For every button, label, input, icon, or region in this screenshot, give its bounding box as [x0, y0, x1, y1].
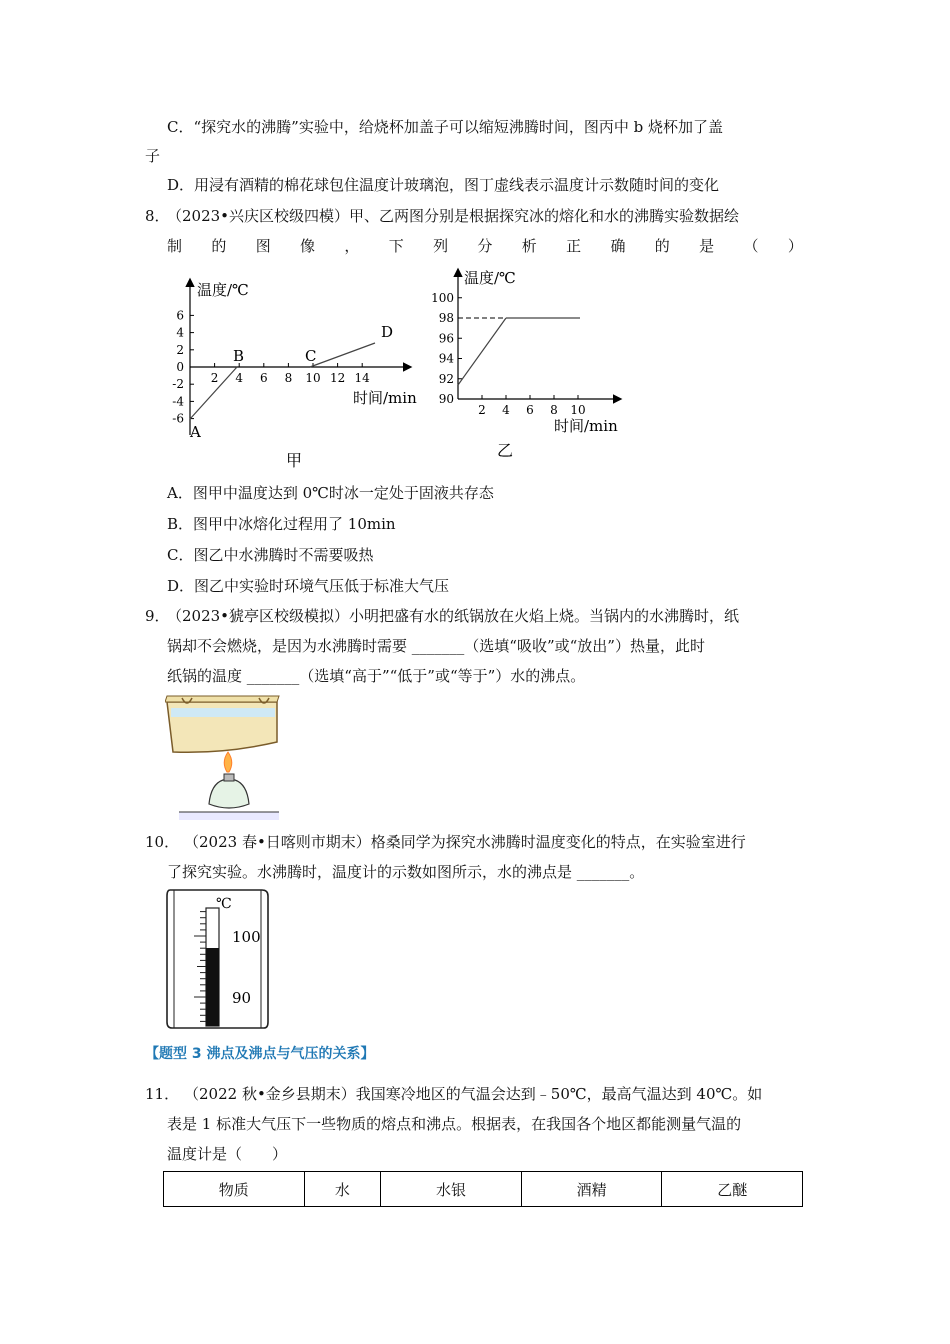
q10-stem-line2 [167, 862, 644, 882]
thermometer-label-90: 90 [232, 989, 252, 1007]
mercury-column [206, 948, 219, 1026]
jia-x-tick-label: 6 [259, 371, 268, 385]
q8-number: 8． [145, 207, 170, 225]
graph-yi [420, 262, 640, 462]
q8-line2-char: 列 [433, 237, 449, 255]
q11-stem-line3: 温度计是（ ） [167, 1145, 288, 1163]
q8-line2-char: 正 [566, 237, 582, 255]
jia-x-tick-label: 4 [235, 371, 244, 385]
q8-line2-char: 确 [610, 237, 626, 255]
q8-line2-char: 图 [255, 237, 271, 255]
jia-x-label: 时间/min [353, 389, 417, 407]
q10-blank[interactable]: _______ [576, 863, 630, 881]
lamp-wick-holder [224, 774, 234, 781]
jia-x-tick-label: 10 [305, 371, 321, 385]
yi-x-tick-label: 6 [526, 403, 534, 417]
q7-option-c-line2: 子 [145, 147, 161, 165]
alcohol-lamp [209, 780, 249, 808]
table-header-cell: 乙醚 [662, 1172, 803, 1207]
jia-point-a: A [190, 423, 201, 441]
material-table [163, 1171, 803, 1207]
q8-line2-char: 下 [388, 237, 404, 255]
jia-point-c: C [305, 347, 317, 365]
yi-x-tick-label: 10 [570, 403, 586, 417]
q10-stem-line1: （2023 春•日喀则市期末）格桑同学为探究水沸腾时温度变化的特点，在实验室进行 [184, 833, 746, 851]
q8-line2-char: 的 [211, 237, 227, 255]
yi-y-tick-label: 90 [438, 392, 454, 406]
water-surface [171, 708, 275, 717]
jia-y-tick-label: -2 [172, 377, 184, 392]
q8-line2-char: ， [344, 237, 360, 255]
q11-number: 11． [145, 1085, 180, 1103]
q9-blank-2[interactable]: _______ [246, 667, 300, 685]
yi-y-tick-label: 96 [438, 331, 454, 346]
q7-option-c-line1: C．“探究水的沸腾”实验中，给烧杯加盖子可以缩短沸腾时间，图丙中 b 烧杯加了盖 [167, 118, 723, 136]
jia-point-d: D [381, 323, 394, 341]
q8-line2-char: 制 [167, 237, 183, 255]
q8-option-d: D．图乙中实验时环境气压低于标准大气压 [167, 577, 450, 595]
flame-icon [224, 752, 232, 772]
q8-line2-char: ） [787, 237, 803, 255]
q8-line2-char: 析 [521, 237, 537, 255]
q9-stem-line3 [167, 666, 585, 686]
q10-number: 10． [145, 833, 180, 851]
q8-line2-char: 分 [477, 237, 493, 255]
q9-number: 9． [145, 607, 170, 625]
q8-line2-char: （ [743, 237, 759, 255]
jia-y-tick-label: -4 [172, 394, 184, 409]
yi-y-label: 温度/℃ [464, 269, 516, 287]
jia-y-tick-label: 6 [176, 308, 184, 323]
jia-y-tick-label: 0 [176, 360, 184, 374]
yi-caption: 乙 [497, 441, 514, 460]
q8-stem-line1: （2023•兴庆区校级四模）甲、乙两图分别是根据探究冰的熔化和水的沸腾实验数据绘 [167, 207, 740, 225]
table-header-row [164, 1172, 803, 1207]
table-surface [179, 812, 279, 820]
thermometer-label-100: 100 [232, 928, 261, 946]
table-header-cell: 水 [304, 1172, 381, 1207]
jia-x-tick-label: 2 [210, 371, 219, 385]
q8-line2-char: 是 [699, 237, 715, 255]
jia-y-tick-label: 2 [176, 342, 184, 357]
q8-line2-char: 的 [654, 237, 670, 255]
yi-y-tick-label: 92 [438, 371, 454, 386]
jia-caption: 甲 [286, 451, 303, 470]
jia-x-tick-label: 12 [329, 371, 346, 385]
graph-jia [160, 270, 430, 470]
yi-heating-segment [458, 318, 506, 385]
yi-y-tick-label: 100 [431, 290, 454, 305]
yi-x-tick-label: 2 [478, 403, 486, 417]
q8-stem-line2 [167, 236, 803, 256]
q11-stem-line1: （2022 秋•金乡县期末）我国寒冷地区的气温会达到﹣50℃，最高气温达到 40℃。如 [184, 1085, 763, 1103]
q8-line2-char: 像 [300, 237, 316, 255]
q9-line3-text-b: （选填“高于”“低于”或“等于”）水的沸点。 [299, 667, 586, 685]
q9-blank-1[interactable]: _______ [411, 637, 465, 655]
table-header-cell: 酒精 [521, 1172, 662, 1207]
yi-x-tick-label: 4 [502, 403, 510, 417]
paper-pot-illustration [165, 692, 285, 820]
thermometer-figure [164, 886, 274, 1032]
q7-option-d: D．用浸有酒精的棉花球包住温度计玻璃泡，图丁虚线表示温度计示数随时间的变化 [167, 176, 720, 194]
q9-stem-line1: （2023•猇亭区校级模拟）小明把盛有水的纸锅放在火焰上烧。当锅内的水沸腾时，纸 [167, 607, 740, 625]
yi-y-tick-label: 98 [438, 311, 454, 325]
yi-x-label: 时间/min [554, 417, 618, 435]
jia-y-tick-label: 4 [176, 325, 184, 340]
table-header-cell: 物质 [164, 1172, 305, 1207]
q8-option-b: B．图甲中冰熔化过程用了 10min [167, 515, 396, 533]
yi-ticks [431, 291, 586, 417]
q9-line2-text-a: 锅却不会燃烧，是因为水沸腾时需要 [167, 637, 412, 655]
q9-line3-text-a: 纸锅的温度 [167, 667, 247, 685]
jia-segment-cd [310, 343, 375, 367]
table-header-cell: 水银 [381, 1172, 522, 1207]
q10-line2-text-a: 了探究实验。水沸腾时，温度计的示数如图所示，水的沸点是 [167, 863, 577, 881]
jia-point-b: B [233, 347, 245, 365]
q11-stem-line2: 表是 1 标准大气压下一些物质的熔点和沸点。根据表，在我国各个地区都能测量气温的 [167, 1115, 742, 1133]
yi-x-tick-label: 8 [550, 403, 558, 417]
yi-y-tick-label: 94 [438, 351, 454, 366]
jia-y-label: 温度/℃ [197, 281, 249, 299]
q9-line2-text-b: （选填“吸收”或“放出”）热量，此时 [464, 637, 705, 655]
section-heading: 【题型 3 沸点及沸点与气压的关系】 [145, 1046, 375, 1062]
q10-line2-text-b: 。 [629, 863, 645, 881]
q9-stem-line2 [167, 636, 705, 656]
thermometer-unit: ℃ [216, 896, 232, 912]
q8-option-a: A．图甲中温度达到 0℃时冰一定处于固液共存态 [167, 484, 494, 502]
q8-option-c: C．图乙中水沸腾时不需要吸热 [167, 546, 374, 564]
jia-x-tick-label: 8 [284, 371, 293, 385]
jia-y-tick-label: -6 [172, 411, 184, 426]
jia-x-tick-label: 14 [354, 371, 370, 385]
